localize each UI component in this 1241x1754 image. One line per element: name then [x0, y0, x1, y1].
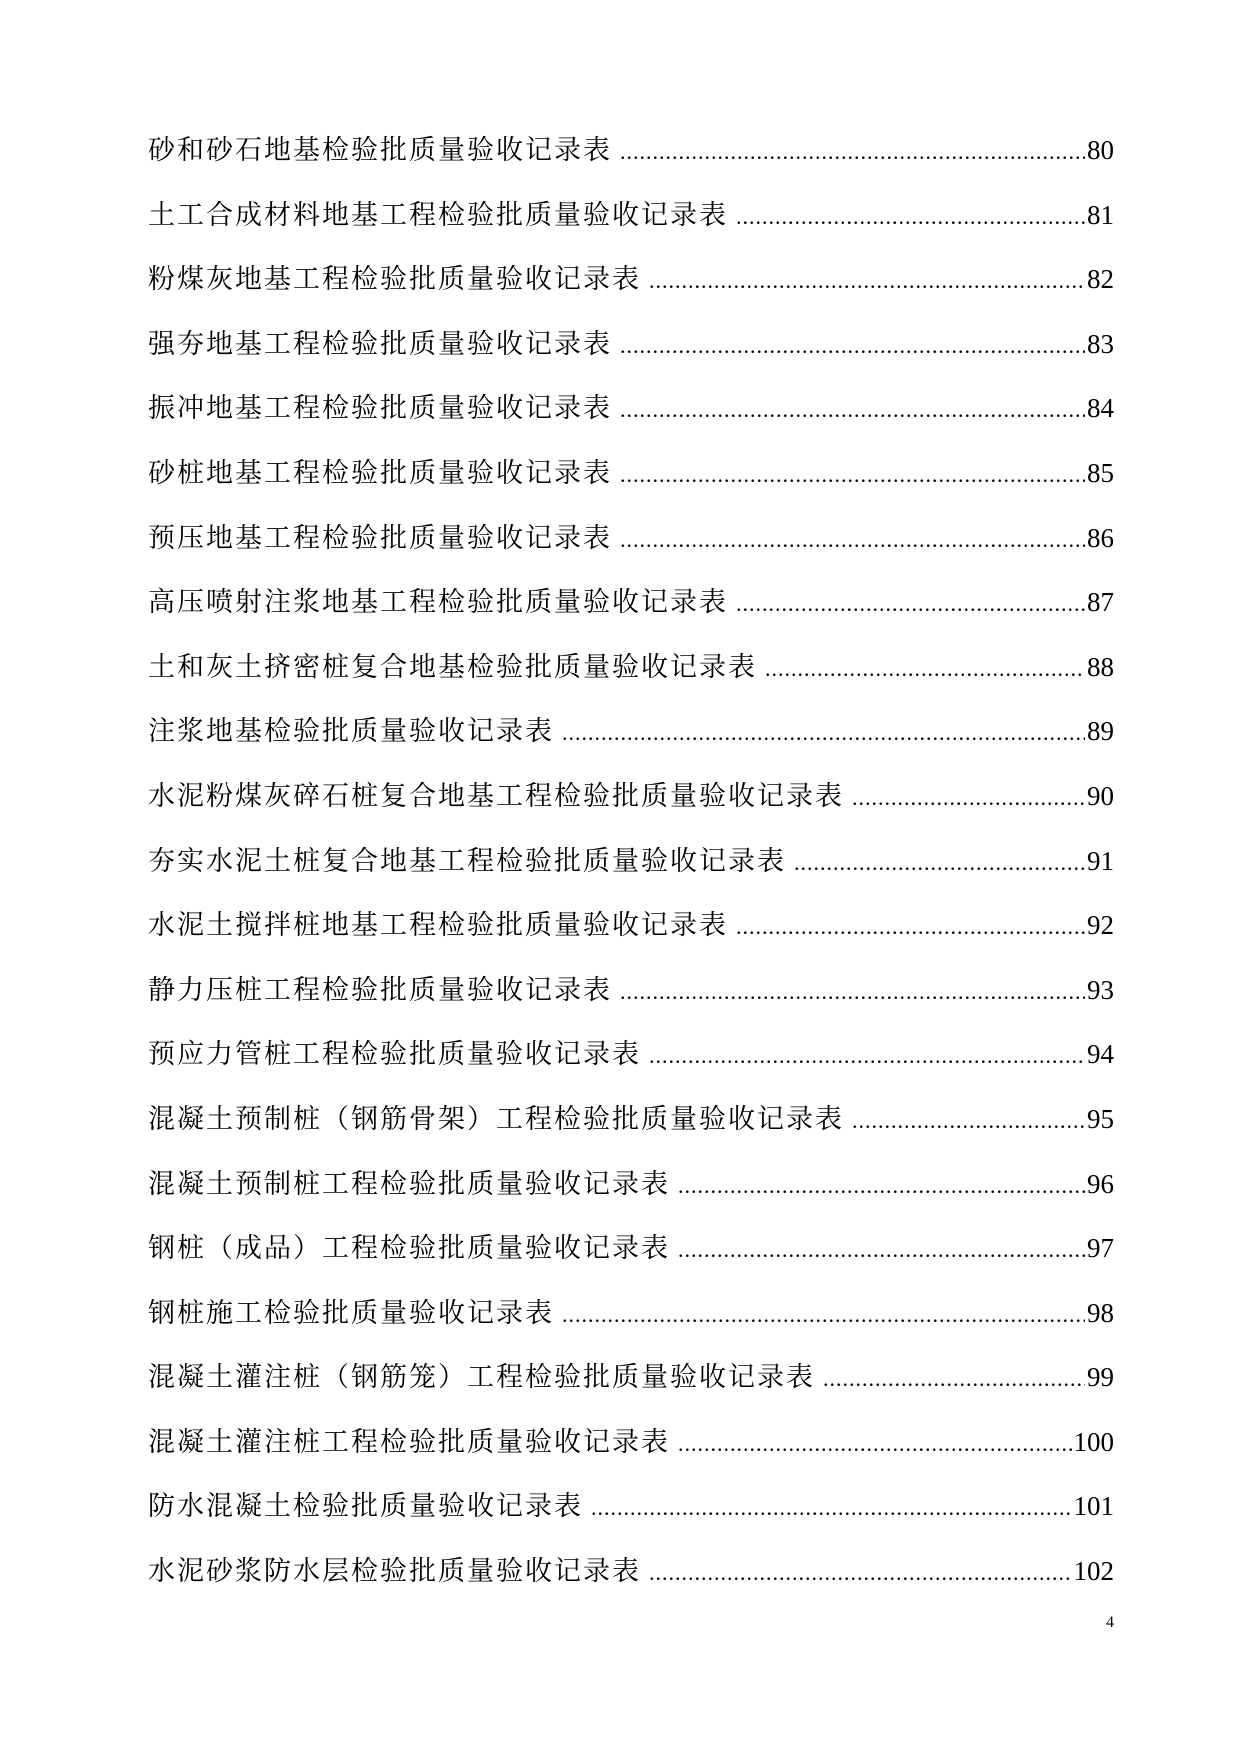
toc-dot-leader	[649, 255, 1085, 307]
toc-entry-title: 粉煤灰地基工程检验批质量验收记录表	[148, 264, 641, 296]
toc-entry-title: 水泥土搅拌桩地基工程检验批质量验收记录表	[148, 910, 728, 942]
toc-entry[interactable]	[148, 124, 1114, 189]
toc-entry[interactable]	[148, 1093, 1114, 1158]
toc-dot-leader	[562, 707, 1085, 759]
toc-dot-leader	[736, 191, 1085, 243]
toc-entry-title: 振冲地基工程检验批质量验收记录表	[148, 393, 612, 425]
toc-entry-title: 混凝土灌注桩工程检验批质量验收记录表	[148, 1426, 670, 1458]
toc-entry[interactable]	[148, 1545, 1114, 1610]
toc-entry[interactable]	[148, 899, 1114, 964]
toc-dot-leader	[678, 1224, 1085, 1276]
toc-dot-leader	[678, 1418, 1072, 1470]
toc-dot-leader	[852, 1095, 1085, 1147]
toc-entry-page: 101	[1073, 1491, 1114, 1522]
toc-entry[interactable]	[148, 835, 1114, 900]
toc-entry[interactable]	[148, 1222, 1114, 1287]
toc-entry[interactable]	[148, 382, 1114, 447]
toc-entry-page: 102	[1073, 1556, 1114, 1587]
toc-entry-title: 砂桩地基工程检验批质量验收记录表	[148, 457, 612, 489]
toc-entry-page: 90	[1087, 780, 1114, 811]
toc-entry-title: 土工合成材料地基工程检验批质量验收记录表	[148, 199, 728, 231]
toc-dot-leader	[765, 643, 1085, 695]
toc-entry-title: 强夯地基工程检验批质量验收记录表	[148, 328, 612, 360]
toc-entry[interactable]	[148, 447, 1114, 512]
toc-dot-leader	[620, 384, 1085, 436]
toc-entry-title: 土和灰土挤密桩复合地基检验批质量验收记录表	[148, 651, 757, 683]
toc-dot-leader	[736, 578, 1085, 630]
toc-dot-leader	[620, 449, 1085, 501]
toc-entry-page: 99	[1087, 1362, 1114, 1393]
toc-dot-leader	[823, 1353, 1085, 1405]
toc-dot-leader	[591, 1482, 1072, 1534]
toc-entry[interactable]	[148, 1287, 1114, 1352]
toc-entry-page: 86	[1087, 522, 1114, 553]
toc-entry-title: 预压地基工程检验批质量验收记录表	[148, 522, 612, 554]
toc-entry-title: 钢桩施工检验批质量验收记录表	[148, 1297, 554, 1329]
toc-entry-page: 83	[1087, 328, 1114, 359]
toc-entry[interactable]	[148, 189, 1114, 254]
table-of-contents	[148, 124, 1114, 1610]
toc-entry[interactable]	[148, 705, 1114, 770]
toc-entry-page: 95	[1087, 1103, 1114, 1134]
toc-entry-page: 97	[1087, 1233, 1114, 1264]
toc-entry[interactable]	[148, 512, 1114, 577]
toc-dot-leader	[620, 966, 1085, 1018]
toc-entry-page: 93	[1087, 974, 1114, 1005]
toc-entry[interactable]	[148, 1158, 1114, 1223]
toc-entry-title: 砂和砂石地基检验批质量验收记录表	[148, 135, 612, 166]
toc-entry-page: 89	[1087, 716, 1114, 747]
toc-entry-title: 防水混凝土检验批质量验收记录表	[148, 1491, 583, 1523]
toc-entry[interactable]	[148, 1480, 1114, 1545]
toc-entry-title: 钢桩（成品）工程检验批质量验收记录表	[148, 1233, 670, 1265]
toc-entry-page: 91	[1087, 845, 1114, 876]
toc-entry-page: 81	[1087, 199, 1114, 230]
page-number: 4	[1106, 1614, 1114, 1631]
toc-entry-title: 水泥砂浆防水层检验批质量验收记录表	[148, 1556, 641, 1588]
toc-dot-leader	[678, 1160, 1085, 1212]
toc-entry-title: 预应力管桩工程检验批质量验收记录表	[148, 1039, 641, 1071]
toc-entry-page: 96	[1087, 1168, 1114, 1199]
toc-dot-leader	[736, 901, 1085, 953]
toc-dot-leader	[794, 837, 1085, 889]
toc-entry-page: 82	[1087, 264, 1114, 295]
toc-entry[interactable]	[148, 964, 1114, 1029]
toc-entry-page: 100	[1073, 1426, 1114, 1457]
toc-entry-title: 注浆地基检验批质量验收记录表	[148, 716, 554, 748]
toc-entry-title: 高压喷射注浆地基工程检验批质量验收记录表	[148, 587, 728, 619]
toc-dot-leader	[649, 1030, 1085, 1082]
toc-dot-leader	[562, 1289, 1085, 1341]
toc-dot-leader	[649, 1547, 1072, 1599]
toc-entry-title: 水泥粉煤灰碎石桩复合地基工程检验批质量验收记录表	[148, 780, 844, 812]
toc-entry-title: 静力压桩工程检验批质量验收记录表	[148, 974, 612, 1006]
toc-entry[interactable]	[148, 1351, 1114, 1416]
toc-entry-title: 混凝土预制桩（钢筋骨架）工程检验批质量验收记录表	[148, 1103, 844, 1135]
toc-entry-title: 混凝土灌注桩（钢筋笼）工程检验批质量验收记录表	[148, 1362, 815, 1394]
toc-entry-page: 92	[1087, 910, 1114, 941]
toc-dot-leader	[620, 514, 1085, 566]
toc-entry[interactable]	[148, 576, 1114, 641]
toc-entry[interactable]	[148, 318, 1114, 383]
toc-entry[interactable]	[148, 1028, 1114, 1093]
toc-entry-page: 88	[1087, 651, 1114, 682]
toc-entry-page: 80	[1087, 135, 1114, 165]
toc-entry[interactable]	[148, 253, 1114, 318]
toc-dot-leader	[852, 772, 1085, 824]
toc-dot-leader	[620, 126, 1085, 178]
toc-entry-title: 夯实水泥土桩复合地基工程检验批质量验收记录表	[148, 845, 786, 877]
toc-entry-page: 94	[1087, 1039, 1114, 1070]
toc-entry-page: 84	[1087, 393, 1114, 424]
toc-entry-page: 85	[1087, 457, 1114, 488]
toc-entry[interactable]	[148, 770, 1114, 835]
toc-entry-page: 98	[1087, 1297, 1114, 1328]
toc-entry[interactable]	[148, 1416, 1114, 1481]
toc-dot-leader	[620, 320, 1085, 372]
toc-entry[interactable]	[148, 641, 1114, 706]
toc-entry-title: 混凝土预制桩工程检验批质量验收记录表	[148, 1168, 670, 1200]
toc-entry-page: 87	[1087, 587, 1114, 618]
